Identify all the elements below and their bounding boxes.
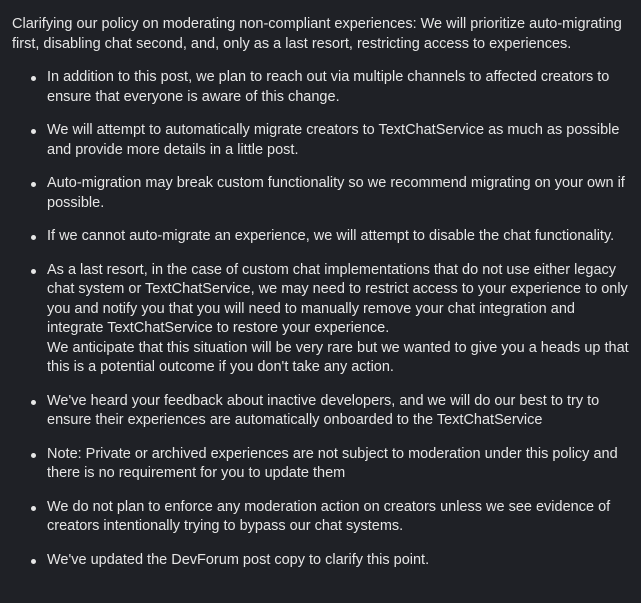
policy-intro: Clarifying our policy on moderating non-compliant experiences: We will prioritize auto-migrating first, disabling chat second, and, only as a last resort, restricting access to experiences. <box>12 16 622 52</box>
list-item <box>47 551 631 571</box>
list-item <box>47 68 631 107</box>
bullet-icon <box>31 400 36 405</box>
list-item <box>47 498 631 537</box>
bullet-icon <box>31 453 36 458</box>
list-item <box>47 174 631 213</box>
policy-bullet-list <box>12 68 631 570</box>
bullet-icon <box>31 129 36 134</box>
list-item <box>47 261 631 378</box>
list-item-text: In addition to this post, we plan to reach out via multiple channels to affected creators to ensure that everyone is aware of this change. <box>47 69 610 105</box>
list-item-text: We've heard your feedback about inactive developers, and we will do our best to try to ensure their experiences are automatically onboarded to the TextChatService <box>47 392 600 428</box>
bullet-icon <box>31 76 36 81</box>
list-item-text: Auto-migration may break custom functionality so we recommend migrating on your own if possible. <box>47 175 625 211</box>
bullet-icon <box>31 506 36 511</box>
list-item-text: As a last resort, in the case of custom chat implementations that do not use either legacy chat system or TextChatService, we may need to restrict access to your experience to only you and notify you that you will need to manually remove your chat integration and integrate TextChatService to restore your experience. <box>47 261 628 336</box>
list-item <box>47 445 631 484</box>
list-item-text-continued: We anticipate that this situation will be very rare but we wanted to give you a heads up that this is a potential outcome if you don't take any action. <box>47 339 629 375</box>
bullet-icon <box>31 269 36 274</box>
list-item-text: We do not plan to enforce any moderation action on creators unless we see evidence of creators intentionally trying to bypass our chat systems. <box>47 498 611 534</box>
list-item-text: Note: Private or archived experiences are not subject to moderation under this policy and there is no requirement for you to update them <box>47 445 618 481</box>
list-item-text: If we cannot auto-migrate an experience, we will attempt to disable the chat functionality. <box>47 228 615 244</box>
list-item <box>47 392 631 431</box>
list-item-text: We've updated the DevForum post copy to clarify this point. <box>47 551 430 568</box>
list-item <box>47 121 631 160</box>
list-item <box>47 227 631 247</box>
bullet-icon <box>31 182 36 187</box>
list-item-text: We will attempt to automatically migrate creators to TextChatService as much as possible and provide more details in a little post. <box>47 122 620 158</box>
bullet-icon <box>31 559 36 564</box>
bullet-icon <box>31 235 36 240</box>
